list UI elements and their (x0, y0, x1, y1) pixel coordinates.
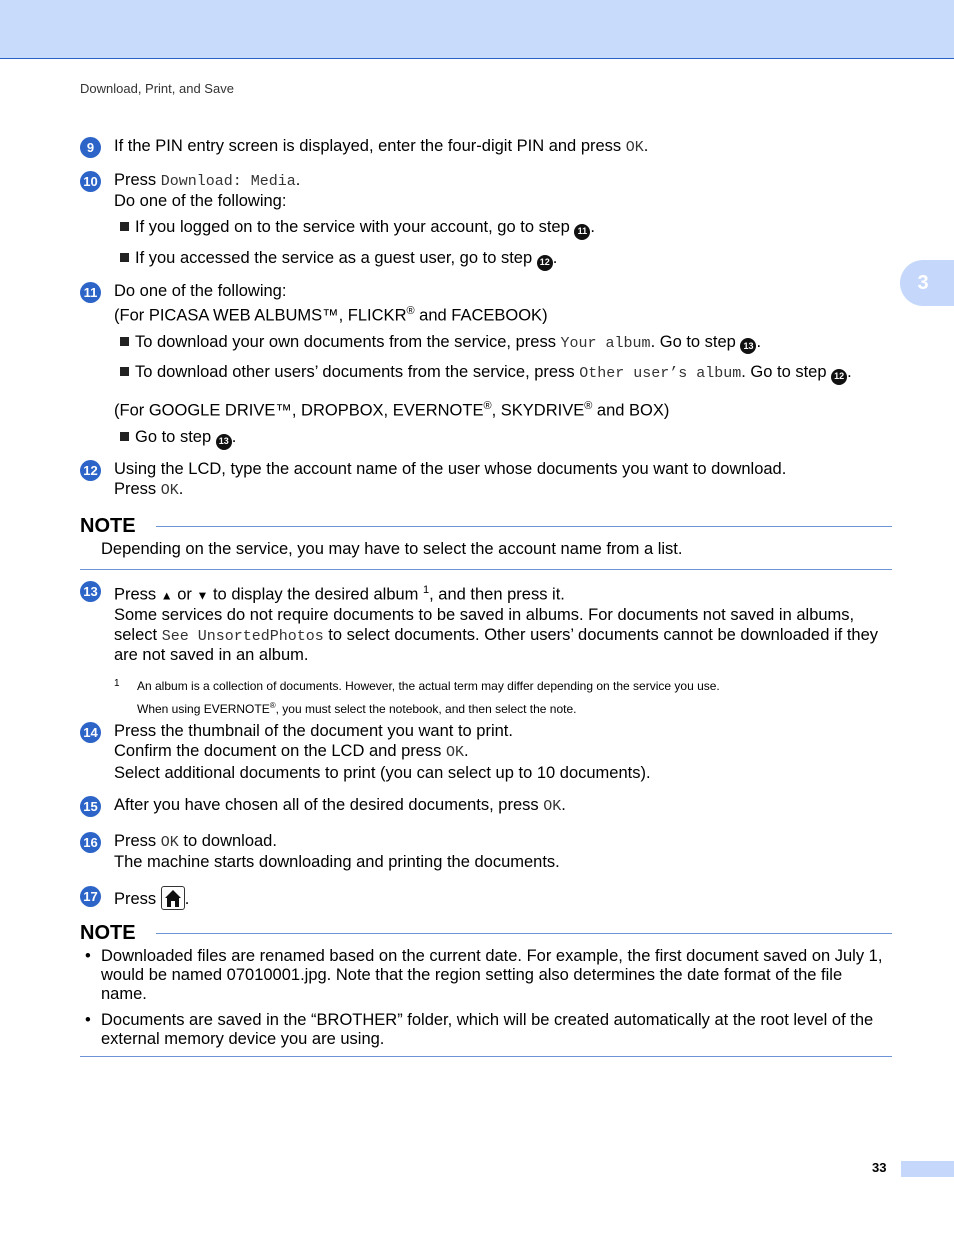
header-band (0, 0, 954, 59)
service-group-heading: (For GOOGLE DRIVE™, DROPBOX, EVERNOTE®, SKYDRIVE® and BOX) (114, 400, 670, 420)
step-13: 13 Press ▲ or ▼ to display the desired album $^1$, and then press it. Some services do not require documents to be saved in albums. For documents not saved in albums, select See UnsortedPhotos to select documents. Other users’ documents cannot be downloaded if they are not saved in an album. 1 An album is a collection of documents. However, the actual term may differ depending on the service you use. When using EVERNOTE®, you must select the notebook, and then select the note. (80, 581, 892, 719)
step-number-badge: 15 (80, 796, 101, 817)
service-group-heading: (For PICASA WEB ALBUMS™, FLICKR® and FACEBOOK) (114, 304, 548, 324)
step-number-badge: 13 (80, 581, 101, 602)
note-divider (80, 1056, 892, 1057)
bullet-item: If you logged on to the service with your account, go to step 11 . (120, 218, 892, 240)
page-number: 33 (872, 1160, 887, 1175)
note-heading: NOTE (80, 515, 892, 537)
note-bullet-item: • Downloaded files are renamed based on the current date. For example, the first document saved on July 1, would be named 07010001.jpg. Note that the region setting also determines the date format of the file name. (85, 947, 883, 1003)
step-14: 14 Press the thumbnail of the document you want to print. Confirm the document on the LCD and press OK. Select additional documents to print (you can select up to 10 documents). (80, 722, 892, 784)
step-ref-badge: 13 (740, 338, 756, 354)
step-ref-badge: 11 (574, 224, 590, 240)
bullet-item: To download other users’ documents from the service, press Other user’s album. Go to step 12 . (120, 363, 892, 385)
note-heading: NOTE (80, 922, 892, 944)
step-15: 15 After you have chosen all of the desired documents, press OK. (80, 796, 892, 817)
note-text: Depending on the service, you may have to select the account name from a list. (101, 540, 683, 558)
step-10: 10 Press Download: Media. Do one of the following: If you logged on to the service with your account, go to step 11 . If you accessed the service as a guest user, go to step 12 . (80, 171, 892, 280)
step-12: 12 Using the LCD, type the account name of the user whose documents you want to download. Press OK. (80, 460, 892, 500)
note-list (80, 947, 891, 1049)
note-rule (156, 933, 892, 934)
square-bullet-icon (120, 432, 129, 441)
step-number-badge: 10 (80, 171, 101, 192)
note-bullet-item: • Documents are saved in the “BROTHER” folder, which will be created automatically at the root level of the external memory device you are using. (85, 1011, 874, 1048)
step-16: 16 Press OK to download. The machine starts downloading and printing the documents. (80, 832, 892, 872)
step-number-badge: 11 (80, 282, 101, 303)
down-arrow-icon: ▼ (196, 588, 209, 603)
note-rule (156, 526, 892, 527)
home-button-icon (161, 886, 185, 910)
square-bullet-icon (120, 222, 129, 231)
step-ref-badge: 12 (537, 255, 553, 271)
step-11: 11 Do one of the following: (For PICASA WEB ALBUMS™, FLICKR® and FACEBOOK) To download your own documents from the service, press Your album. Go to step 13 . To download other users’ documents from the service, press Other user’s album. Go to step 12 . (For GOOGLE DRIVE™, DROPBOX, EVERNOTE®, SKYDRIVE® and BOX) Go to step 13 . (80, 282, 892, 459)
running-title: Download, Print, and Save (80, 81, 234, 96)
square-bullet-icon (120, 253, 129, 262)
square-bullet-icon (120, 337, 129, 346)
step-number-badge: 14 (80, 722, 101, 743)
step-ref-badge: 12 (831, 369, 847, 385)
bullet-item: To download your own documents from the service, press Your album. Go to step 13 . (120, 333, 892, 355)
footnote-ref: 1 (423, 584, 430, 596)
step-number-badge: 9 (80, 137, 101, 158)
chapter-tab: 3 (900, 260, 954, 306)
footer-band (901, 1161, 954, 1177)
bullet-item: If you accessed the service as a guest user, go to step 12 . (120, 249, 892, 271)
step-ref-badge: 13 (216, 434, 232, 450)
bullet-item: Go to step 13 . (120, 428, 892, 450)
square-bullet-icon (120, 367, 129, 376)
step-9: 9 If the PIN entry screen is displayed, enter the four-digit PIN and press OK. (80, 137, 892, 158)
step-number-badge: 12 (80, 460, 101, 481)
step-number-badge: 17 (80, 886, 101, 907)
up-arrow-icon: ▲ (160, 588, 173, 603)
step-number-badge: 16 (80, 832, 101, 853)
step-17: 17 Press . (80, 886, 892, 910)
note-divider (80, 569, 892, 570)
footnote: 1 An album is a collection of documents. However, the actual term may differ depending on the service you use. When using EVERNOTE®, you must select the notebook, and then select the note. (114, 677, 720, 716)
